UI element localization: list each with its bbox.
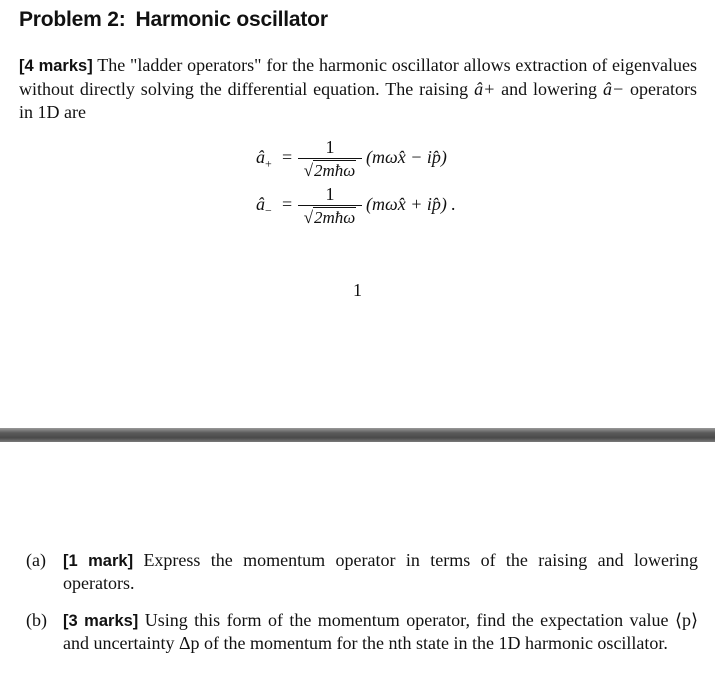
question-label: (a) <box>26 550 46 570</box>
question-label: (b) <box>26 610 47 630</box>
equation-raising <box>0 136 715 182</box>
intro-paragraph <box>19 54 697 124</box>
eq-denominator <box>298 207 362 229</box>
question-marks: [1 mark] <box>63 552 134 570</box>
raising-operator-symbol: â+ <box>474 79 496 99</box>
question-text: Using this form of the momentum operator, find the expectation value ⟨p⟩ and uncertainty Δp of the momentum for the nth state in the 1D harmonic oscillator. <box>63 610 699 653</box>
eq-rhs: (mωx̂ − ip̂) <box>366 147 447 167</box>
intro-text: The "ladder operators" for the harmonic oscillator allows extraction of eigenvalues without directly solving the differential equation. The raising <box>19 55 697 99</box>
page-separator <box>0 428 715 442</box>
question-body <box>63 609 698 654</box>
question-marks: [3 marks] <box>63 612 139 630</box>
intro-mid: and lowering <box>501 79 598 99</box>
eq-rhs: (mωx̂ + ip̂) . <box>366 194 456 214</box>
question-body <box>63 549 698 594</box>
eq-numerator: 1 <box>325 184 335 204</box>
eq-fraction <box>298 136 362 182</box>
eq-equals: = <box>282 194 293 214</box>
eq-equals: = <box>282 147 293 167</box>
fraction-bar <box>298 205 362 206</box>
eq-numerator: 1 <box>325 137 335 157</box>
page-bottom <box>0 442 715 684</box>
intro-end: operators in 1D are <box>19 79 698 122</box>
eq-radicand: 2mħω <box>314 161 356 180</box>
eq-lhs: $â_-$ <box>256 194 272 218</box>
intro-marks: [4 marks] <box>19 57 93 75</box>
question-a <box>26 549 698 594</box>
equation-lowering <box>0 183 715 229</box>
fraction-bar <box>298 158 362 159</box>
problem-heading <box>19 8 328 32</box>
sqrt-symbol: √ <box>303 208 314 227</box>
problem-number: Problem 2: <box>19 8 126 31</box>
question-b <box>26 609 698 654</box>
eq-denominator <box>298 160 362 182</box>
lowering-operator-symbol: â− <box>602 79 625 99</box>
sqrt-symbol: √ <box>303 161 314 180</box>
eq-lhs: $â_+$ <box>256 147 272 171</box>
eq-fraction <box>298 183 362 229</box>
eq-radicand: 2mħω <box>314 208 356 227</box>
problem-title: Harmonic oscillator <box>135 8 328 31</box>
question-text: Express the momentum operator in terms of the raising and lowering operators. <box>63 550 698 593</box>
page-number: 1 <box>353 280 362 300</box>
